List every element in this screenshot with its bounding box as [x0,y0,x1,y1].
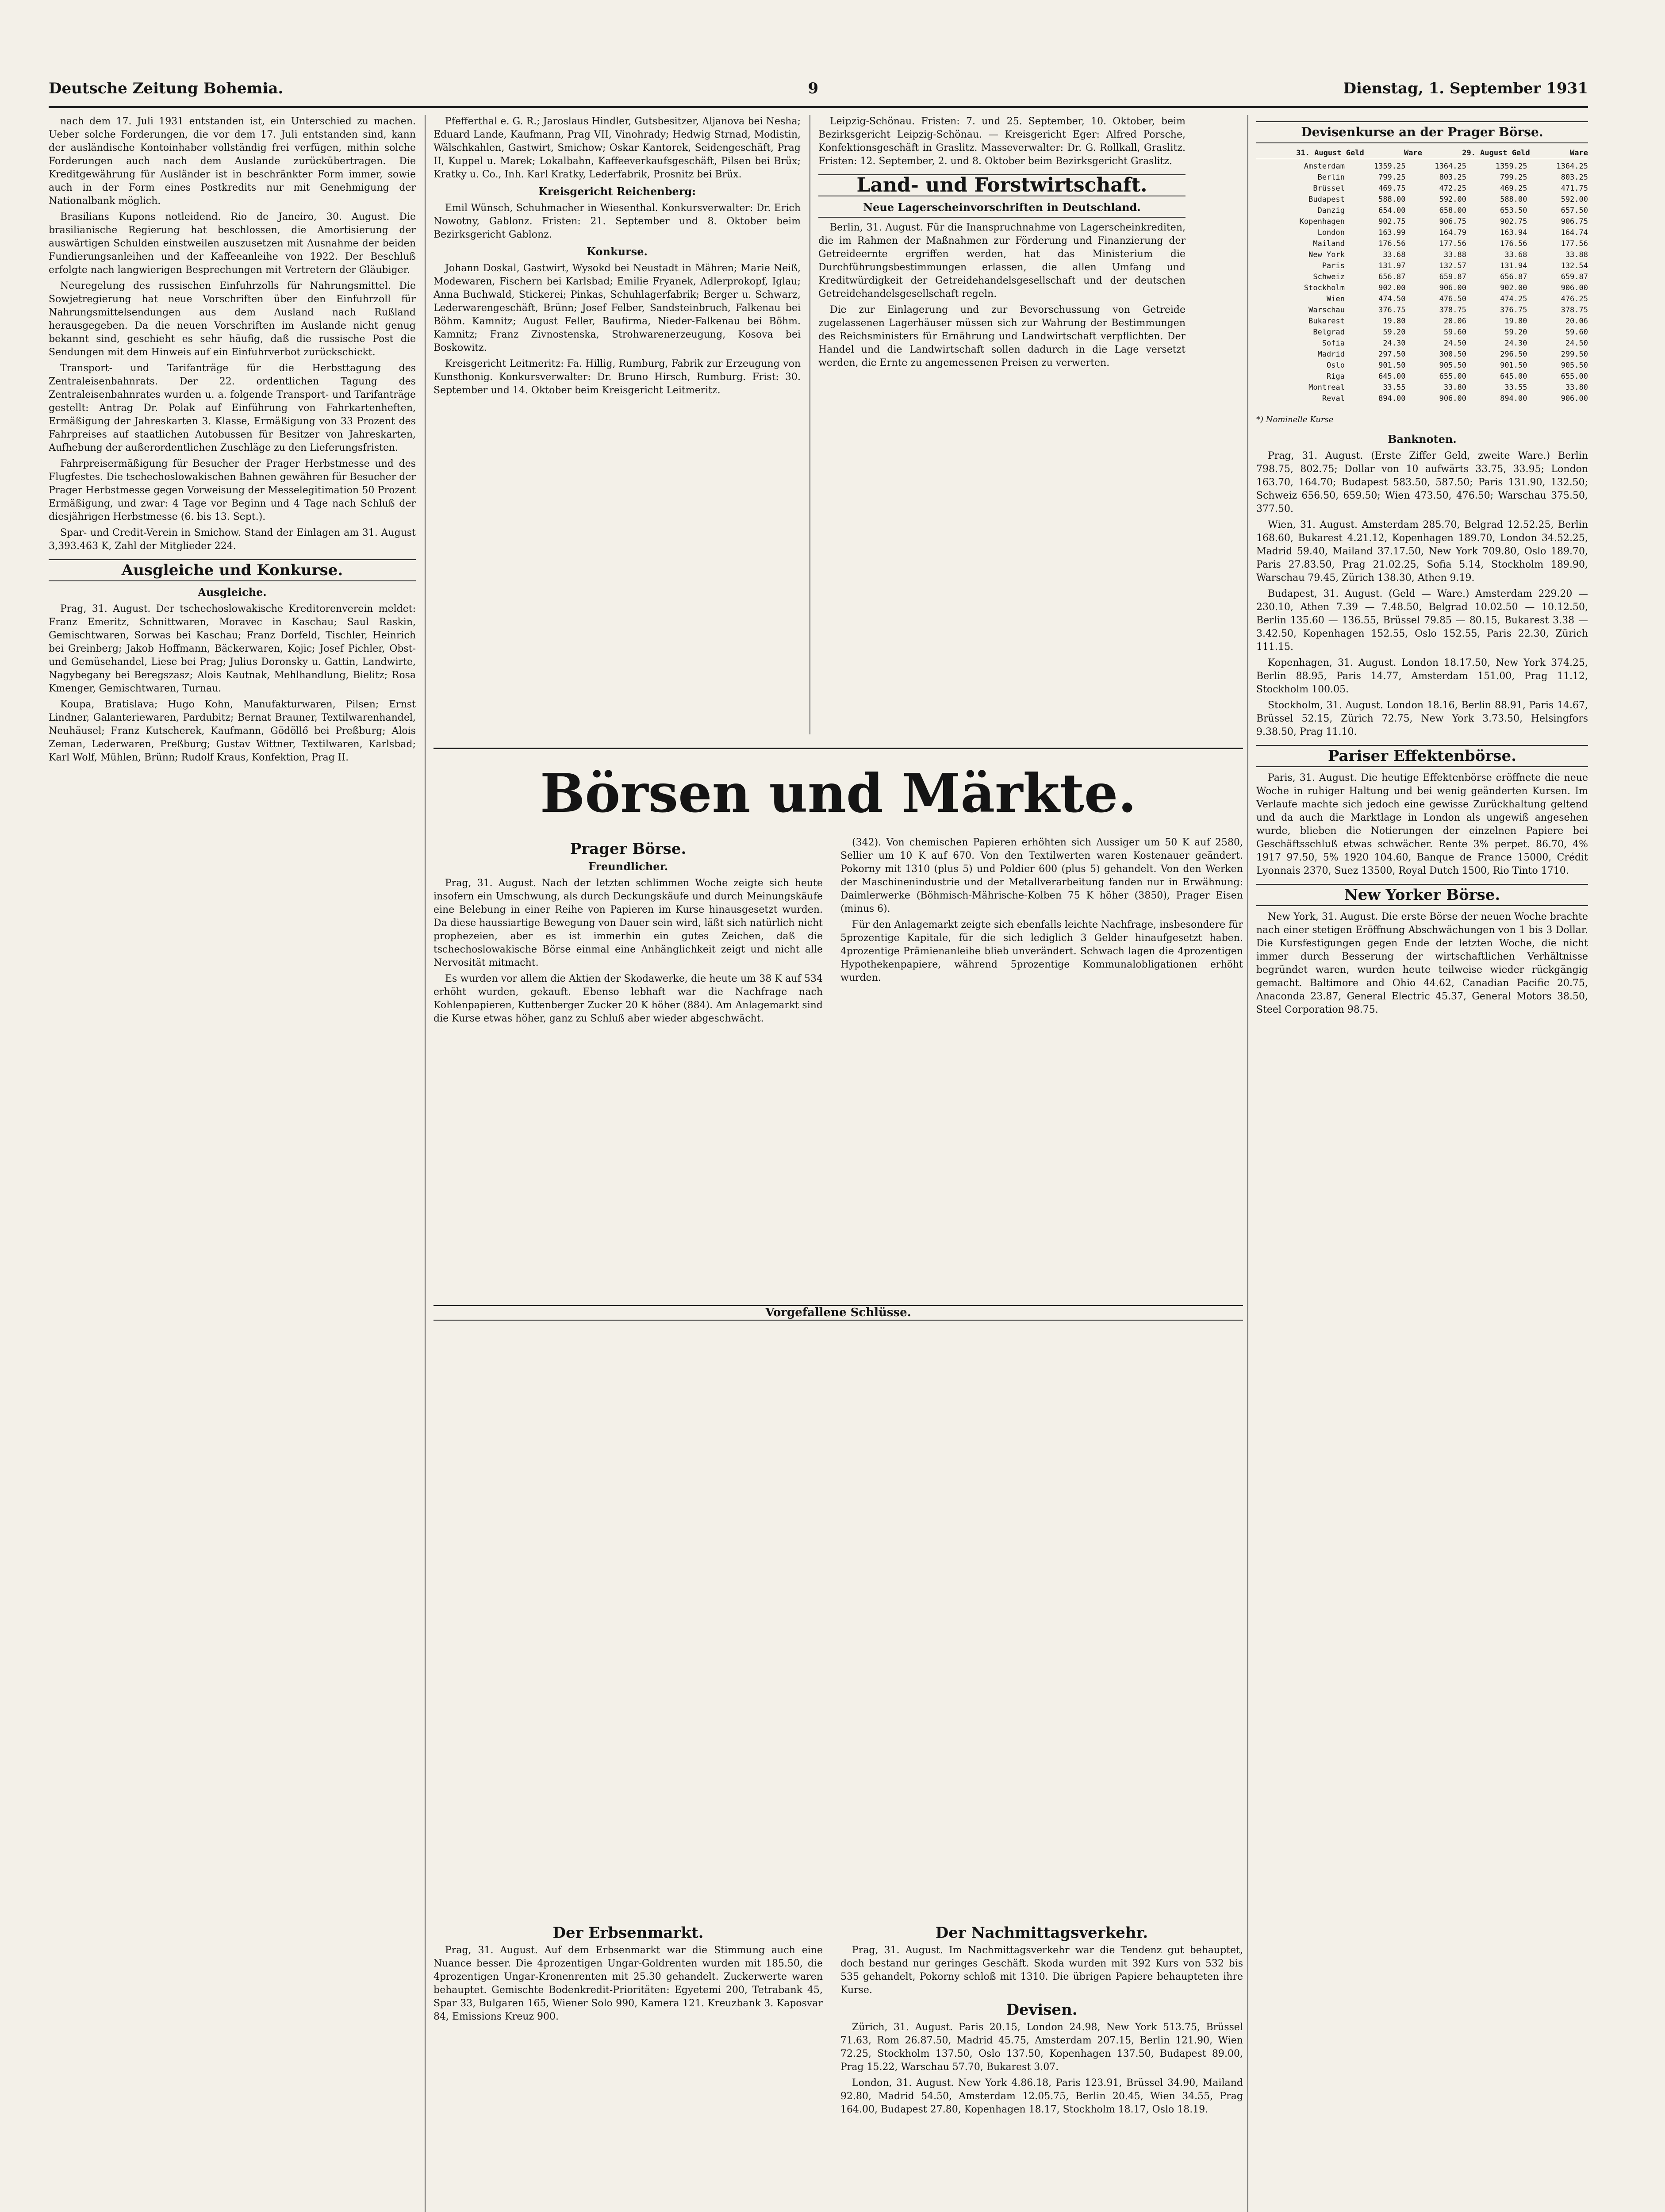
article-paragraph: Es wurden vor allem die Aktien der Skodawerke, die heute um 38 K auf 534 erhöht wurden, gekauft. Ebenso lebhaft war die Nachfrage nach Kohlenpapieren, Kuttenberger Zucker 20 K höher (884). Am Anlagemarkt sind die Kurse etwas höher, ganz zu Schluß aber wieder abgeschwächt. [434,973,823,1024]
heading-new-yorker-boerse: New Yorker Börse. [1256,884,1588,906]
fx-cell: 297.50 [1378,350,1406,359]
article-paragraph: Prag, 31. August. Der tschechoslowakische Kreditorenverein meldet: Franz Emeritz, Schnittwaren, Moravec in Kaschau; Saul Raskin, Gemischtwaren, Sorwas bei Kaschau; Franz Dorfeld, Tischler, Heinrich bei Greinberg; Jakob Hoffmann, Bäckerwaren, Kojic; Josef Pichler, Obst- und Gemüsehandel, Liese bei Prag; Julius Doronsky u. Gattin, Landwirte, Nagybegany bei Beregszasz; Alois Kautnak, Mehlhandlung, Bielitz; Rosa Kmenger, Gemischtwaren, Turnau. [49,603,416,694]
subheading-lagerschein: Neue Lagerscheinvorschriften in Deutschland. [818,201,1185,218]
fx-cell: Brüssel [1313,184,1345,193]
fx-footnote: *) Nominelle Kurse [1256,415,1334,424]
article-paragraph: Die zur Einlagerung und zur Bevorschussung von Getreide zugelassenen Lagerhäuser müssen sich zur Wahrung der Bestimmungen des Reichsministers für Ernährung und Landwirtschaft verpflichten. Der Handel und die Landwirtschaft sollen dadurch in die Lage versetzt werden, die Ernte zu angemessenen Preisen zu verwerten. [818,304,1185,369]
fx-row [1256,261,1588,272]
fx-header-cell: 31. August Geld [1296,149,1364,157]
fx-cell: 164.74 [1561,228,1588,237]
fx-cell: 59.20 [1383,328,1406,337]
fx-header-cell: 29. August Geld [1462,149,1530,157]
article-paragraph: Neuregelung des russischen Einfuhrzolls für Nahrungsmittel. Die Sowjetregierung hat neue Vorschriften über den Einfuhrzoll für Nahrungsmittelsendungen aus dem Ausland nach Rußland herausgegeben. Da die neuen Vorschriften im Auslande nicht genug bekannt sind, geschieht es sehr häufig, daß die russische Post die Sendungen mit dem Hinweis auf ein Einfuhrverbot zurückschickt. [49,280,416,358]
column-1 [49,115,416,2212]
fx-cell: 902.75 [1378,217,1406,226]
fx-cell: 33.55 [1504,383,1527,392]
fx-cell: 296.50 [1500,350,1527,359]
fx-cell: 658.00 [1439,206,1466,215]
article-paragraph: Prag, 31. August. Auf dem Erbsenmarkt war die Stimmung auch eine Nuance besser. Die 4prozentigen Ungar-Goldrenten wurden mit 185.50, die 4prozentigen Ungar-Kronenrenten mit 25.30 gehandelt. Zuckerwerte waren behauptet. Gemischte Bodenkredit-Prioritäten: Egyetemi 200, Tetrabank 45, Spar 33, Bulgaren 165, Wiener Solo 990, Kamera 121. Kreuzbank 3. Kaposvar 84, Emissions Kreuz 900. [434,1945,823,2022]
fx-cell: 656.87 [1378,273,1406,281]
fx-cell: 654.00 [1378,206,1406,215]
fx-cell: 163.99 [1378,228,1406,237]
article-paragraph: Stockholm, 31. August. London 18.16, Berlin 88.91, Paris 14.67, Brüssel 52.15, Zürich 72.75, New York 3.73.50, Helsingfors 9.38.50, Prag 11.10. [1256,700,1588,737]
fx-cell: Amsterdam [1304,162,1345,171]
article-paragraph: Paris, 31. August. Die heutige Effektenbörse eröffnete die neue Woche in ruhiger Haltung und bei wenig geänderten Kursen. Im Verlaufe machte sich jedoch eine gewisse Zurückhaltung geltend und da auch die Marktlage in London als ungewiß angesehen wurde, blieben die Notierungen der einzelnen Papiere bei Geschäftsschluß etwas schwächer. Rente 3% perpet. 86.70, 4% 1917 97.50, 5% 1920 104.60, Banque de France 15000, Crédit Lyonnais 2370, Suez 13500, Royal Dutch 1500, Rio Tinto 1710. [1256,772,1588,876]
masthead-date: Dienstag, 1. September 1931 [1343,80,1588,97]
fx-row [1256,349,1588,360]
fx-cell: 894.00 [1500,394,1527,403]
fx-cell: 1364.25 [1556,162,1588,171]
fx-cell: Madrid [1317,350,1345,359]
fx-cell: 33.68 [1504,250,1527,259]
boersen-column-left [434,836,823,1296]
fx-cell: 1364.25 [1435,162,1466,171]
fx-cell: 906.75 [1439,217,1466,226]
article-paragraph: Prag, 31. August. Nach der letzten schlimmen Woche zeigte sich heute insofern ein Umschwung, als durch Deckungskäufe und durch Meinungskäufe eine Belebung in einer Reihe von Papieren im Kurse hinausgesetzt wurden. Da diese haussiartige Bewegung von Dauer sein wird, läßt sich natürlich nicht prophezeien, aber es ist immerhin ein gutes Zeichen, daß die tschechoslowakische Börse einmal eine Anhänglichkeit zeigt und nicht alle Nervosität mitmacht. [434,878,823,968]
fx-cell: 901.50 [1378,361,1406,370]
fx-cell: 656.87 [1500,273,1527,281]
fx-cell: 588.00 [1500,195,1527,204]
fx-row [1256,316,1588,327]
article-paragraph: Berlin, 31. August. Für die Inanspruchnahme von Lagerscheinkrediten, die im Rahmen der Maßnahmen zur Förderung und Finanzierung der Getreideernte ergriffen werden, hat das Ministerium die Durchführungsbestimmungen erlassen, die allen Umfang und Kreditwürdigkeit der Getreidehandelsgesellschaft und der deutschen Getreidehandelsgesellschaft regeln. [818,222,1185,300]
fx-row [1256,172,1588,183]
fx-cell: 33.55 [1383,383,1406,392]
fx-cell: Mailand [1313,239,1345,248]
fx-cell: 131.94 [1500,261,1527,270]
fx-cell: 376.75 [1378,306,1406,315]
fx-cell: 653.50 [1500,206,1527,215]
fx-cell: 474.50 [1378,295,1406,303]
fx-cell: Wien [1327,295,1345,303]
fx-table [1256,148,1588,404]
fx-cell: 906.00 [1561,284,1588,292]
fx-cell: 645.00 [1378,372,1406,381]
fx-row [1256,327,1588,338]
fx-cell: 902.00 [1378,284,1406,292]
fx-cell: 476.50 [1439,295,1466,303]
fx-cell: 588.00 [1378,195,1406,204]
section-heading-land: Land- und Forstwirtschaft. [818,174,1185,196]
subheading-konkurse: Konkurse. [587,245,648,258]
fx-cell: Reval [1322,394,1345,403]
section-heading-ausgleiche: Ausgleiche und Konkurse. [49,559,416,581]
fx-cell: 20.06 [1443,317,1466,326]
fx-row [1256,338,1588,349]
fx-cell: 24.30 [1504,339,1527,348]
article-paragraph: Transport- und Tarifanträge für die Herbsttagung des Zentraleisenbahnrats. Der 22. ordentlichen Tagung des Zentraleisenbahnrates wurden u. a. folgende Transport- und Tarifanträge gestellt: Antrag Dr. Polak auf Einführung von Fahrkartenheften, Ermäßigung der Jahreskarten 3. Klasse, Ermäßigung von 33 Prozent des Fahrpreises auf staatlichen Autobussen für Besitzer von Jahreskarten, Aufhebung der außerordentlichen Zuschläge zu den Lieferungsfristen. [49,363,416,453]
fx-row [1256,382,1588,393]
column-divider [809,115,810,734]
column-3 [818,115,1185,734]
fx-cell: 24.50 [1565,339,1588,348]
fx-cell: 472.25 [1439,184,1466,193]
fx-cell: 906.00 [1561,394,1588,403]
fx-cell: Danzig [1317,206,1345,215]
fx-cell: New York [1308,250,1345,259]
fx-cell: 33.68 [1383,250,1406,259]
fx-cell: 59.20 [1504,328,1527,337]
fx-cell: 645.00 [1500,372,1527,381]
fx-cell: 799.25 [1378,173,1406,182]
fx-cell: 24.50 [1443,339,1466,348]
fx-cell: Montreal [1308,383,1345,392]
stock-table-title: Vorgefallene Schlüsse. [434,1305,1243,1321]
fx-row [1256,294,1588,305]
fx-cell: 33.80 [1443,383,1466,392]
fx-row [1256,205,1588,216]
fx-cell: 469.75 [1378,184,1406,193]
article-paragraph: Pfefferthal e. G. R.; Jaroslaus Hindler, Gutsbesitzer, Aljanova bei Nesha; Eduard Lande, Kaufmann, Prag VII, Vinohrady; Hedwig Strnad, Modistin, Wälschkahlen, Gastwirt, Smichow; Oskar Kantorek, Seidengeschäft, Prag II, Kuppel u. Marek; Lokalbahn, Kaffeeverkaufsgeschäft, Pilsen bei Brüx; Kratky u. Co., Inh. Karl Kratky, Lederfabrik, Prosnitz bei Brüx. [434,116,801,180]
fx-cell: Warschau [1308,306,1345,315]
article-paragraph: Johann Doskal, Gastwirt, Wysokd bei Neustadt in Mähren; Marie Neiß, Modewaren, Fischern bei Karlsbad; Emilie Fryanek, Adlerprokopf, Iglau; Anna Buchwald, Stickerei; Pinkas, Schuhlagerfabrik; Berger u. Schwarz, Lederwarengeschäft, Brünn; Josef Felber, Sandsteinbruch, Falkenau bei Böhm. Kamnitz; August Feller, Baufirma, Nieder-Falkenau bei Böhm. Kamnitz; Franz Zivnostenska, Strohwarenerzeugung, Kosova bei Boskowitz. [434,263,801,353]
fx-cell: 476.25 [1561,295,1588,303]
fx-cell: London [1317,228,1345,237]
fx-cell: 592.00 [1561,195,1588,204]
fx-cell: Kopenhagen [1299,217,1345,226]
article-paragraph: Spar- und Credit-Verein in Smichow. Stand der Einlagen am 31. August 3,393.463 K, Zahl der Mitglieder 224. [49,527,416,552]
fx-cell: Riga [1327,372,1345,381]
fx-row [1256,283,1588,294]
fx-cell: 906.00 [1439,394,1466,403]
article-paragraph: Für den Anlagemarkt zeigte sich ebenfalls leichte Nachfrage, insbesondere für 5prozentige Kapitale, für die sich lediglich 3 Gelder hinaufgesetzt haben. 4prozentige Prämienanleihe blieb unverändert. Schwach lagen die 4prozentigen Hypothekenpapiere, während 5prozentige Kommunalobligationen erhöht wurden. [840,919,1243,983]
subheading-kreisgericht: Kreisgericht Reichenberg: [538,185,696,198]
fx-cell: 471.75 [1561,184,1588,193]
fx-cell: 163.94 [1500,228,1527,237]
fx-cell: 902.00 [1500,284,1527,292]
article-paragraph: Kreisgericht Leitmeritz: Fa. Hillig, Rumburg, Fabrik zur Erzeugung von Kunsthonig. Konkursverwalter: Dr. Bruno Hirsch, Rumburg. Frist: 30. September und 14. Oktober beim Kreisgericht Leitmeritz. [434,358,801,396]
fx-cell: 902.75 [1500,217,1527,226]
article-paragraph: Zürich, 31. August. Paris 20.15, London 24.98, New York 513.75, Brüssel 71.63, Rom 26.87.50, Madrid 45.75, Amsterdam 207.15, Berlin 121.90, Wien 72.25, Stockholm 137.50, Oslo 137.50, Kopenhagen 137.50, Budapest 89.00, Prag 15.22, Warschau 57.70, Bukarest 3.07. [840,2022,1243,2073]
fx-row [1256,305,1588,316]
fx-cell: Bukarest [1308,317,1345,326]
article-paragraph: nach dem 17. Juli 1931 entstanden ist, ein Unterschied zu machen. Ueber solche Forderungen, die vor dem 17. Juli entstanden sind, kann der ausländische Kontoinhaber vollständig frei verfügen, mithin solche Forderungen auch nach dem Auslande zurückübertragen. Die Kreditgewährung für Ausländer ist in beschränkter Form immer, sowie auch in der Form eines Postkredits nur mit Genehmigung der Nationalbank möglich. [49,116,416,207]
article-paragraph: Budapest, 31. August. (Geld — Ware.) Amsterdam 229.20 — 230.10, Athen 7.39 — 7.48.50, Belgrad 10.02.50 — 10.12.50, Berlin 135.60 — 136.55, Brüssel 79.85 — 80.15, Bukarest 3.38 — 3.42.50, Kopenhagen 152.55, Oslo 152.55, Paris 22.30, Zürich 111.15. [1256,588,1588,653]
fx-cell: 300.50 [1439,350,1466,359]
article-paragraph: Kopenhagen, 31. August. London 18.17.50, New York 374.25, Berlin 88.95, Paris 14.77, Amsterdam 151.00, Prag 11.12, Stockholm 100.05. [1256,657,1588,695]
lower-column-left [434,1920,823,2212]
subheading-freundlicher: Freundlicher. [588,860,668,873]
boersen-column-right [840,836,1243,1296]
fx-cell: 376.75 [1500,306,1527,315]
fx-cell: 1359.25 [1373,162,1406,171]
fx-cell: 176.56 [1378,239,1406,248]
lower-column-right [840,1920,1243,2212]
fx-cell: 59.60 [1443,328,1466,337]
fx-cell: 132.57 [1439,261,1466,270]
newspaper-page [49,75,1588,2212]
column-divider [425,115,426,2212]
fx-row [1256,393,1588,404]
fx-row [1256,272,1588,283]
heading-nachmittagsverkehr: Der Nachmittagsverkehr. [935,1924,1148,1942]
fx-row [1256,238,1588,250]
fx-cell: 901.50 [1500,361,1527,370]
fx-cell: 803.25 [1561,173,1588,182]
fx-cell: Budapest [1308,195,1345,204]
article-paragraph: Prag, 31. August. Im Nachmittagsverkehr war die Tendenz gut behauptet, doch bestand nur geringes Geschäft. Skoda wurden mit 392 Kurs von 532 bis 535 gehandelt, Pokorny schloß mit 1310. Die übrigen Papiere behaupteten ihre Kurse. [840,1945,1243,1996]
fx-cell: 655.00 [1439,372,1466,381]
article-paragraph: Fahrpreisermäßigung für Besucher der Prager Herbstmesse und des Flugfestes. Die tschechoslowakischen Bahnen gewähren für Besucher der Prager Herbstmesse gegen Vorweisung der Messelegitimation 50 Prozent Ermäßigung, und zwar: 4 Tage vor Beginn und 4 Tage nach Schluß der diesjährigen Herbstmesse (6. bis 13. Sept.). [49,458,416,522]
fx-cell: 19.80 [1383,317,1406,326]
fx-cell: 177.56 [1561,239,1588,248]
fx-cell: Oslo [1327,361,1345,370]
fx-cell: 176.56 [1500,239,1527,248]
section-heading-boersen: Börsen und Märkte. [434,748,1243,825]
fx-header-cell: Ware [1570,149,1588,157]
article-paragraph: Emil Wünsch, Schuhmacher in Wiesenthal. Konkursverwalter: Dr. Erich Nowotny, Gablonz. Fristen: 21. September und 8. Oktober beim Bezirksgericht Gablonz. [434,203,801,240]
fx-cell: Sofia [1322,339,1345,348]
fx-cell: 33.88 [1565,250,1588,259]
fx-row [1256,360,1588,371]
heading-pariser-boerse: Pariser Effektenbörse. [1256,745,1588,767]
fx-cell: 655.00 [1561,372,1588,381]
article-paragraph: Prag, 31. August. (Erste Ziffer Geld, zweite Ware.) Berlin 798.75, 802.75; Dollar von 10 aufwärts 33.75, 33.95; London 163.70, 164.70; Budapest 583.50, 587.50; Paris 131.90, 132.50; Schweiz 656.50, 659.50; Wien 473.50, 476.50; Warschau 375.50, 377.50. [1256,450,1588,515]
fx-cell: 905.50 [1561,361,1588,370]
fx-cell: 164.79 [1439,228,1466,237]
fx-cell: Belgrad [1313,328,1345,337]
fx-cell: Paris [1322,261,1345,270]
article-paragraph: New York, 31. August. Die erste Börse der neuen Woche brachte nach einer stetigen Eröffnung Abschwächungen von 1 bis 3 Dollar. Die Kursfestigungen gegen Ende der letzten Woche, die nicht immer durch Besserung der wirtschaftlichen Verhältnisse begründet waren, wurden heute teilweise wieder rückgängig gemacht. Baltimore and Ohio 44.62, Canadian Pacific 20.75, Anaconda 23.87, General Electric 45.37, General Motors 38.50, Steel Corporation 98.75. [1256,911,1588,1015]
fx-table-header [1256,148,1588,159]
article-paragraph: London, 31. August. New York 4.86.18, Paris 123.91, Brüssel 34.90, Mailand 92.80, Madrid 54.50, Amsterdam 12.05.75, Berlin 20.45, Wien 34.55, Prag 164.00, Budapest 27.80, Kopenhagen 18.17, Stockholm 18.17, Oslo 18.19. [840,2078,1243,2115]
fx-cell: Berlin [1317,173,1345,182]
column-2 [434,115,801,734]
subheading-ausgleiche: Ausgleiche. [198,586,267,599]
heading-erbsenmarkt: Der Erbsenmarkt. [552,1924,704,1942]
fx-cell: 659.87 [1439,273,1466,281]
fx-cell: 803.25 [1439,173,1466,182]
column-4 [1256,115,1588,2212]
fx-row [1256,161,1588,172]
fx-cell: 131.97 [1378,261,1406,270]
fx-cell: 906.75 [1561,217,1588,226]
fx-cell: 469.25 [1500,184,1527,193]
fx-cell: Schweiz [1313,273,1345,281]
fx-cell: 33.80 [1565,383,1588,392]
fx-cell: 19.80 [1504,317,1527,326]
masthead-paper-name: Deutsche Zeitung Bohemia. [49,80,284,97]
fx-cell: 657.50 [1561,206,1588,215]
fx-cell: 659.87 [1561,273,1588,281]
article-paragraph: (342). Von chemischen Papieren erhöhten sich Aussiger um 50 K auf 2580, Sellier um 10 K auf 670. Von den Textilwerten waren Kostenauer geändert. Pokorny mit 1310 (plus 5) und Poldier 600 (plus 5) gehandelt. Von den Werken der Maschinenindustrie und der Metallverarbeitung fanden nur in Erwähnung: Daimlerwerke (Böhmisch-Mährische-Kolben 75 K höher (3850), Prager Eisen (minus 6). [840,837,1243,914]
fx-cell: 474.25 [1500,295,1527,303]
fx-cell: 177.56 [1439,239,1466,248]
heading-devisen: Devisen. [1006,2001,1078,2019]
fx-cell: 1359.25 [1495,162,1527,171]
fx-cell: 906.00 [1439,284,1466,292]
fx-cell: 20.06 [1565,317,1588,326]
fx-row [1256,250,1588,261]
fx-cell: 592.00 [1439,195,1466,204]
column-divider [1247,115,1248,2212]
fx-cell: 33.88 [1443,250,1466,259]
fx-cell: Stockholm [1304,284,1345,292]
fx-cell: 378.75 [1561,306,1588,315]
fx-row [1256,216,1588,227]
fx-cell: 24.30 [1383,339,1406,348]
article-paragraph: Wien, 31. August. Amsterdam 285.70, Belgrad 12.52.25, Berlin 168.60, Bukarest 4.21.12, Kopenhagen 189.70, London 34.52.25, Madrid 59.40, Mailand 37.17.50, New York 709.80, Oslo 189.70, Paris 27.83.50, Prag 21.02.25, Sofia 5.14, Stockholm 189.90, Warschau 79.45, Zürich 138.30, Athen 9.19. [1256,519,1588,584]
masthead-page-number: 9 [808,80,819,97]
fx-cell: 132.54 [1561,261,1588,270]
fx-cell: 59.60 [1565,328,1588,337]
article-paragraph: Leipzig-Schönau. Fristen: 7. und 25. September, 10. Oktober, beim Bezirksgericht Leipzig-Schönau. — Kreisgericht Eger: Alfred Porsche, Konfektionsgeschäft in Graslitz. Masseverwalter: Dr. G. Rollkall, Graslitz. Fristen: 12. September, 2. und 8. Oktober beim Bezirksgericht Graslitz. [818,116,1185,167]
fx-cell: 378.75 [1439,306,1466,315]
stock-table [434,1305,1243,1907]
fx-cell: 905.50 [1439,361,1466,370]
fx-cell: 299.50 [1561,350,1588,359]
fx-row [1256,227,1588,238]
fx-row [1256,371,1588,382]
article-paragraph: Koupa, Bratislava; Hugo Kohn, Manufakturwaren, Pilsen; Ernst Lindner, Galanteriewaren, Pardubitz; Bernat Brauner, Textilwarenhandel, Neuhäusel; Franz Kutscherek, Kaufmann, Gödöllő bei Preßburg; Alois Zeman, Lederwaren, Preßburg; Gustav Wittner, Textilwaren, Karlsbad; Karl Wolf, Mühlen, Brünn; Rudolf Kraus, Konfektion, Prag II. [49,699,416,763]
subheading-banknoten: Banknoten. [1388,433,1457,445]
fx-cell: 894.00 [1378,394,1406,403]
fx-cell: 799.25 [1500,173,1527,182]
fx-header-cell: Ware [1404,149,1422,157]
fx-row [1256,183,1588,194]
heading-prager-boerse: Prager Börse. [570,840,687,858]
article-paragraph: Brasilians Kupons notleidend. Rio de Janeiro, 30. August. Die brasilianische Regierung hat beschlossen, die Amortisierung der auswärtigen Schulden einstweilen auszusetzen mit Ausnahme der beiden Fundierungsanleihen und der Kaffeeanleihe von 1922. Der Beschluß erfolgte nach langwierigen Besprechungen mit Vertretern der Gläubiger. [49,211,416,276]
masthead-rule [49,106,1588,108]
fx-row [1256,194,1588,205]
masthead [49,75,1588,102]
heading-devisenkurse: Devisenkurse an der Prager Börse. [1256,121,1588,143]
